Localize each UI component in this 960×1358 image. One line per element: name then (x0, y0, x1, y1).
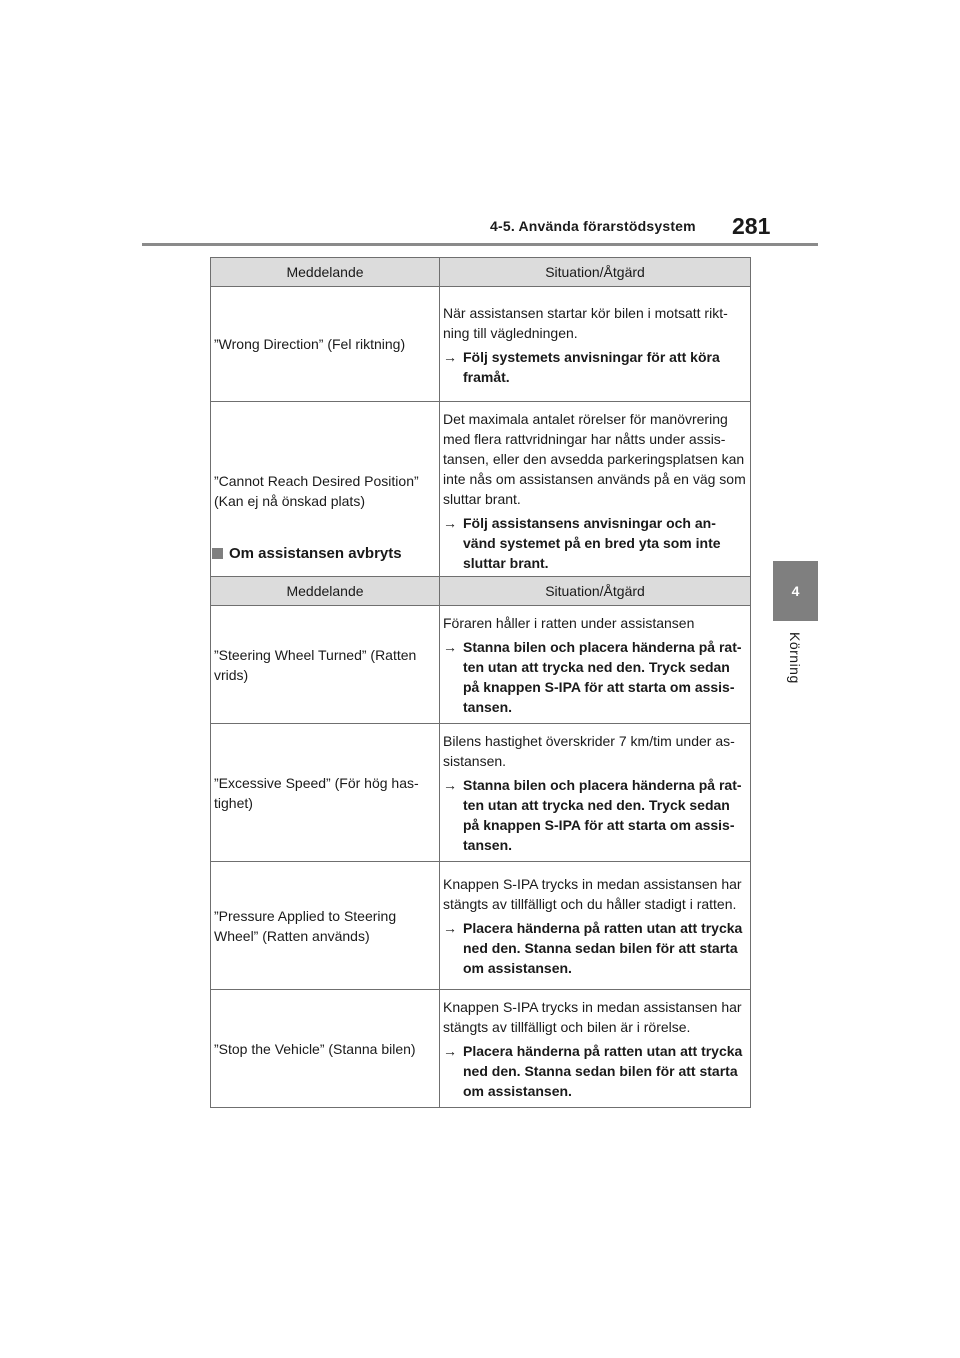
arrow-icon: → (443, 348, 457, 365)
action-text: Följ systemets anvisningar för att köra framåt. (463, 348, 720, 385)
situation-cell (440, 402, 751, 580)
situation-cell (440, 990, 751, 1108)
table-row (211, 606, 751, 724)
arrow-icon: → (443, 639, 457, 655)
action-line (443, 637, 746, 717)
situation-cell (440, 606, 751, 724)
action-text: Placera händerna på ratten utan att trycka ned den. Stanna sedan bilen för att starta om assistansen. (463, 920, 743, 976)
action-line (443, 775, 746, 855)
situation-description: Föraren håller i ratten under assistansen (443, 615, 695, 631)
situation-description: Knappen S-IPA trycks in medan assistansen har stängts av tillfälligt och du håller stadigt i ratten. (443, 876, 742, 912)
chapter-label: Körning (787, 632, 803, 684)
arrow-icon: → (443, 1043, 457, 1059)
message-cell: ”Excessive Speed” (För hög has-tighet) (211, 724, 440, 862)
action-line (443, 918, 746, 978)
header-divider (142, 243, 818, 246)
situation-description: När assistansen startar kör bilen i motsatt rikt-ning till vägledningen. (443, 304, 728, 341)
arrow-icon: → (443, 920, 457, 936)
table-row (211, 990, 751, 1108)
table-header-row (211, 577, 751, 606)
situation-description: Bilens hastighet överskrider 7 km/tim under as-sistansen. (443, 733, 735, 769)
subsection-heading-text: Om assistansen avbryts (229, 545, 402, 562)
square-bullet-icon (212, 548, 223, 559)
action-text: Följ assistansens anvisningar och an-vänd systemet på en bred yta som inte sluttar brant. (463, 515, 721, 571)
chapter-tab: 4 (773, 561, 818, 621)
situation-cell (440, 862, 751, 990)
message-cell: ”Pressure Applied to Steering Wheel” (Ratten används) (211, 862, 440, 990)
message-cell: ”Cannot Reach Desired Position” (Kan ej nå önskad plats) (211, 402, 440, 580)
table-row (211, 724, 751, 862)
situation-description: Det maximala antalet rörelser för manövrering med flera rattvridningar har nåtts under assis-tansen, eller den avsedda parkeringsplatsen kan inte nås om assistansen används på en väg som sluttar brant. (443, 411, 746, 507)
section-title-header: 4-5. Använda förarstödsystem (490, 218, 696, 234)
arrow-icon: → (443, 515, 457, 531)
action-text: Placera händerna på ratten utan att trycka ned den. Stanna sedan bilen för att starta om assistansen. (463, 1043, 743, 1099)
action-text: Stanna bilen och placera händerna på rat-ten utan att trycka ned den. Tryck sedan på knappen S-IPA för att starta om assis-tansen. (463, 777, 742, 853)
arrow-icon: → (443, 777, 457, 793)
column-header-situation: Situation/Åtgärd (440, 258, 751, 287)
page-number: 281 (732, 213, 771, 239)
message-cell: ”Stop the Vehicle” (Stanna bilen) (211, 990, 440, 1108)
column-header-message: Meddelande (211, 577, 440, 606)
table-row (211, 287, 751, 402)
action-line (443, 513, 746, 573)
situation-cell (440, 724, 751, 862)
action-text: Stanna bilen och placera händerna på rat-ten utan att trycka ned den. Tryck sedan på knappen S-IPA för att starta om assis-tansen. (463, 639, 742, 715)
subsection-heading (212, 545, 402, 562)
column-header-situation: Situation/Åtgärd (440, 577, 751, 606)
action-line (443, 1041, 746, 1101)
messages-table-1 (210, 257, 751, 580)
action-line (443, 347, 746, 387)
message-cell: ”Wrong Direction” (Fel riktning) (211, 287, 440, 402)
table-header-row (211, 258, 751, 287)
messages-table-2 (210, 576, 751, 1108)
message-cell: ”Steering Wheel Turned” (Ratten vrids) (211, 606, 440, 724)
situation-description: Knappen S-IPA trycks in medan assistansen har stängts av tillfälligt och bilen är i rörelse. (443, 999, 742, 1035)
situation-cell (440, 287, 751, 402)
table-row (211, 862, 751, 990)
column-header-message: Meddelande (211, 258, 440, 287)
